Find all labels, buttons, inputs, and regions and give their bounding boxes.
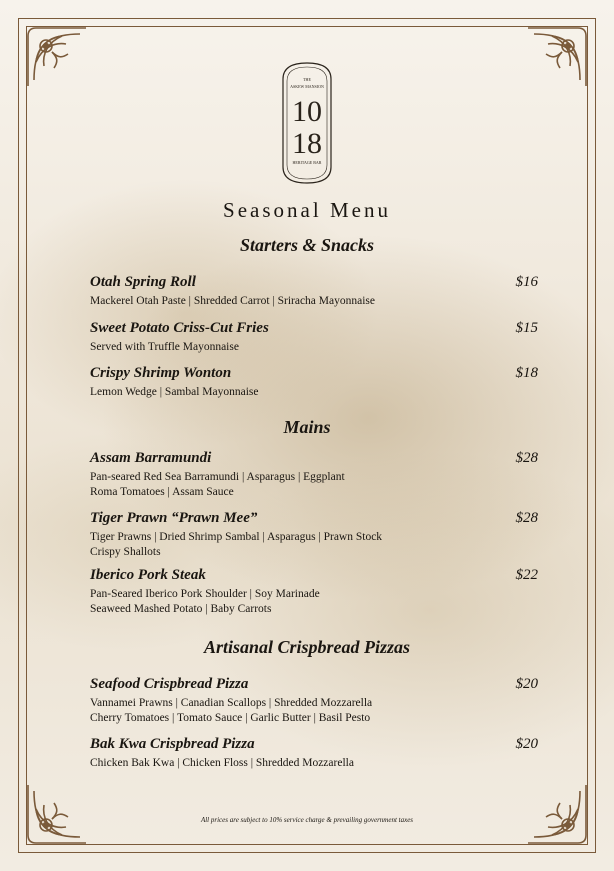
item-price: $18 (515, 365, 538, 381)
item-description: Chicken Bak Kwa | Chicken Floss | Shredded Mozzarella (90, 757, 354, 769)
menu-item (90, 319, 540, 355)
item-name: Crispy Shrimp Wonton (90, 365, 232, 381)
corner-ornament-icon (22, 779, 92, 849)
section-title-starters: Starters & Snacks (239, 235, 375, 255)
corner-ornament-icon (22, 22, 92, 92)
item-name: Iberico Pork Steak (90, 567, 206, 583)
logo-line1: THE (303, 77, 311, 82)
corner-ornament-icon (522, 22, 592, 92)
item-price: $20 (515, 676, 538, 692)
menu-item (90, 449, 540, 500)
item-price: $15 (515, 320, 538, 336)
item-description: Roma Tomatoes | Assam Sauce (90, 486, 234, 498)
corner-ornament-icon (522, 779, 592, 849)
menu-item (90, 273, 540, 309)
item-name: Otah Spring Roll (90, 274, 196, 290)
item-name: Assam Barramundi (90, 450, 212, 466)
menu-title: Seasonal Menu (223, 198, 391, 222)
item-price: $16 (515, 274, 538, 290)
item-description: Pan-seared Red Sea Barramundi | Asparagus | Eggplant (90, 471, 345, 483)
menu-item (90, 509, 540, 560)
item-description: Vannamei Prawns | Canadian Scallops | Shredded Mozzarella (90, 697, 373, 709)
item-description: Served with Truffle Mayonnaise (90, 341, 239, 353)
item-description: Crispy Shallots (90, 546, 161, 558)
section-title-pizzas: Artisanal Crispbread Pizzas (203, 637, 411, 657)
menu-item (90, 566, 540, 617)
item-price: $22 (515, 567, 538, 583)
item-name: Tiger Prawn “Prawn Mee” (90, 510, 258, 526)
item-description: Seaweed Mashed Potato | Baby Carrots (90, 603, 272, 615)
brand-logo (279, 61, 335, 185)
section-title-mains: Mains (283, 417, 331, 437)
item-description: Pan-Seared Iberico Pork Shoulder | Soy Marinade (90, 588, 320, 600)
item-description: Lemon Wedge | Sambal Mayonnaise (90, 386, 259, 398)
item-description: Cherry Tomatoes | Tomato Sauce | Garlic Butter | Basil Pesto (90, 712, 371, 724)
item-price: $28 (515, 450, 538, 466)
menu-item (90, 364, 540, 400)
menu-item (90, 735, 540, 771)
item-price: $20 (515, 736, 538, 752)
item-name: Bak Kwa Crispbread Pizza (90, 736, 255, 752)
logo-number-top: 10 (292, 95, 322, 128)
item-description: Tiger Prawns | Dried Shrimp Sambal | Asparagus | Prawn Stock (90, 531, 383, 543)
item-price: $28 (515, 510, 538, 526)
logo-line3: HERITAGE BAR (292, 160, 322, 165)
item-name: Seafood Crispbread Pizza (90, 676, 249, 692)
item-description: Mackerel Otah Paste | Shredded Carrot | Sriracha Mayonnaise (90, 295, 375, 307)
logo-line2: ASKEW MANSION (290, 84, 324, 89)
item-name: Sweet Potato Criss-Cut Fries (90, 320, 269, 336)
menu-item (90, 675, 540, 726)
footnote: All prices are subject to 10% service charge & prevailing government taxes (200, 816, 414, 824)
logo-number-bottom: 18 (292, 127, 322, 160)
